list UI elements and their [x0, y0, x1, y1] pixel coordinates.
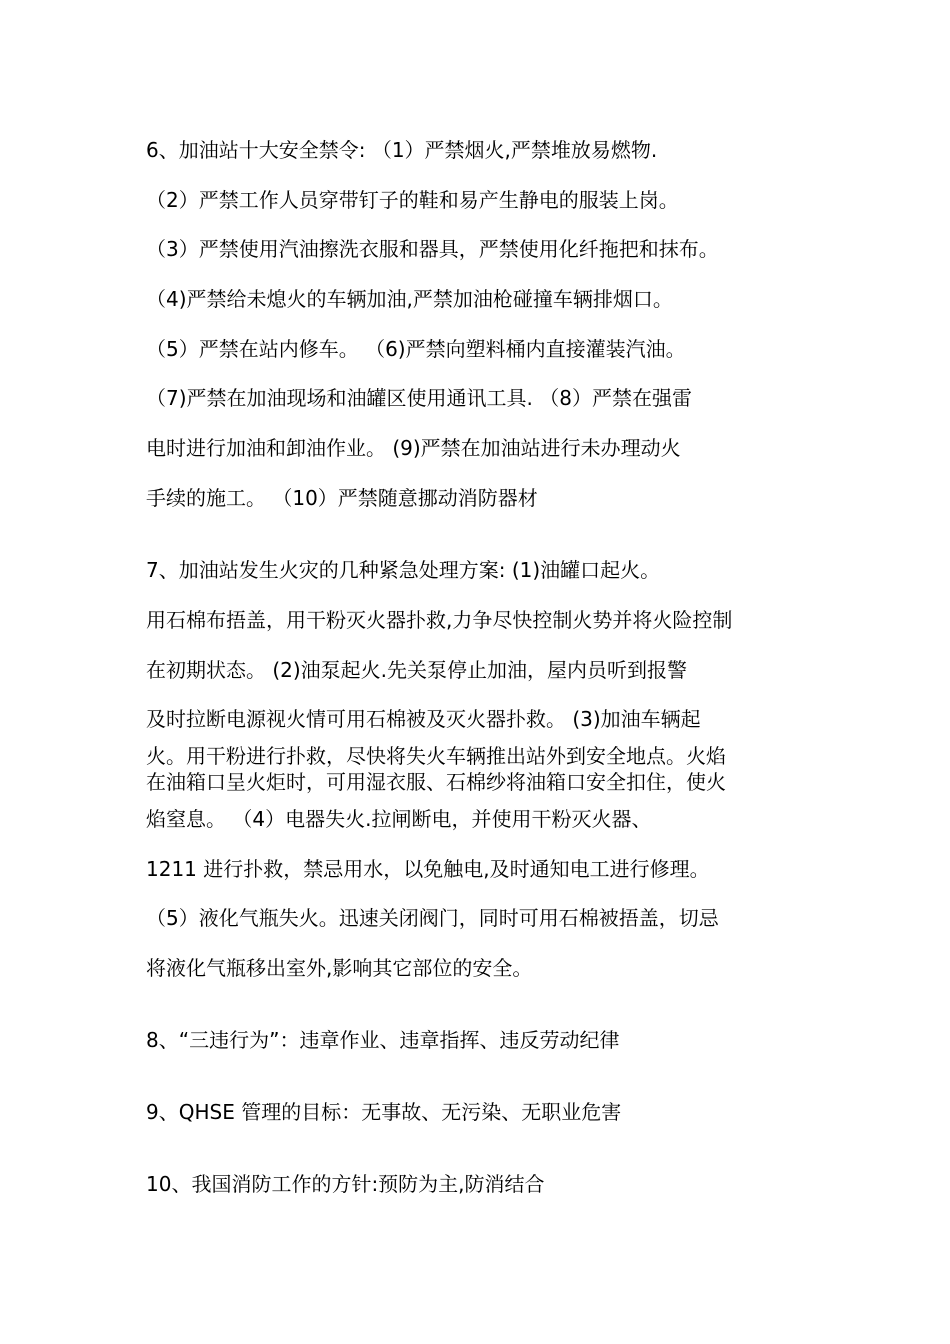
text-line: 用石棉布捂盖，用干粉灭火器扑救,力争尽快控制火势并将火险控制 — [146, 608, 733, 632]
text-line: （3）严禁使用汽油擦洗衣服和器具，严禁使用化纤拖把和抹布。 — [146, 237, 719, 261]
text-line: （2）严禁工作人员穿带钉子的鞋和易产生静电的服装上岗。 — [146, 188, 679, 212]
text-line: 在油箱口呈火炬时，可用湿衣服、石棉纱将油箱口安全扣住，使火 — [146, 770, 726, 794]
text-line: 1211 进行扑救，禁忌用水，以免触电,及时通知电工进行修理。 — [146, 857, 710, 881]
text-line: 8、“三违行为”：违章作业、违章指挥、违反劳动纪律 — [146, 1028, 620, 1052]
text-line: （4)严禁给未熄火的车辆加油,严禁加油枪碰撞车辆排烟口。 — [146, 287, 673, 311]
text-line: 焰窒息。 （4）电器失火.拉闸断电，并使用干粉灭火器、 — [146, 807, 652, 831]
text-line: （5）液化气瓶失火。迅速关闭阀门，同时可用石棉被捂盖，切忌 — [146, 906, 719, 930]
text-line: （7)严禁在加油现场和油罐区使用通讯工具. （8）严禁在强雷 — [146, 386, 692, 410]
text-line: （5）严禁在站内修车。 （6)严禁向塑料桶内直接灌装汽油。 — [146, 337, 686, 361]
text-line: 9、QHSE 管理的目标：无事故、无污染、无职业危害 — [146, 1100, 622, 1124]
text-line: 7、加油站发生火灾的几种紧急处理方案: (1)油罐口起火。 — [146, 558, 661, 582]
text-line: 手续的施工。 （10）严禁随意挪动消防器材 — [146, 486, 538, 510]
text-line: 将液化气瓶移出室外,影响其它部位的安全。 — [146, 956, 533, 980]
text-line: 及时拉断电源视火情可用石棉被及灭火器扑救。 (3)加油车辆起 — [146, 707, 701, 731]
text-line: 6、加油站十大安全禁令: （1）严禁烟火,严禁堆放易燃物. — [146, 138, 658, 162]
text-line: 火。用干粉进行扑救，尽快将失火车辆推出站外到安全地点。火焰 — [146, 744, 726, 768]
text-line: 电时进行加油和卸油作业。 (9)严禁在加油站进行未办理动火 — [146, 436, 681, 460]
text-line: 在初期状态。 (2)油泵起火.先关泵停止加油，屋内员听到报警 — [146, 658, 688, 682]
text-line: 10、我国消防工作的方针:预防为主,防消结合 — [146, 1172, 545, 1196]
